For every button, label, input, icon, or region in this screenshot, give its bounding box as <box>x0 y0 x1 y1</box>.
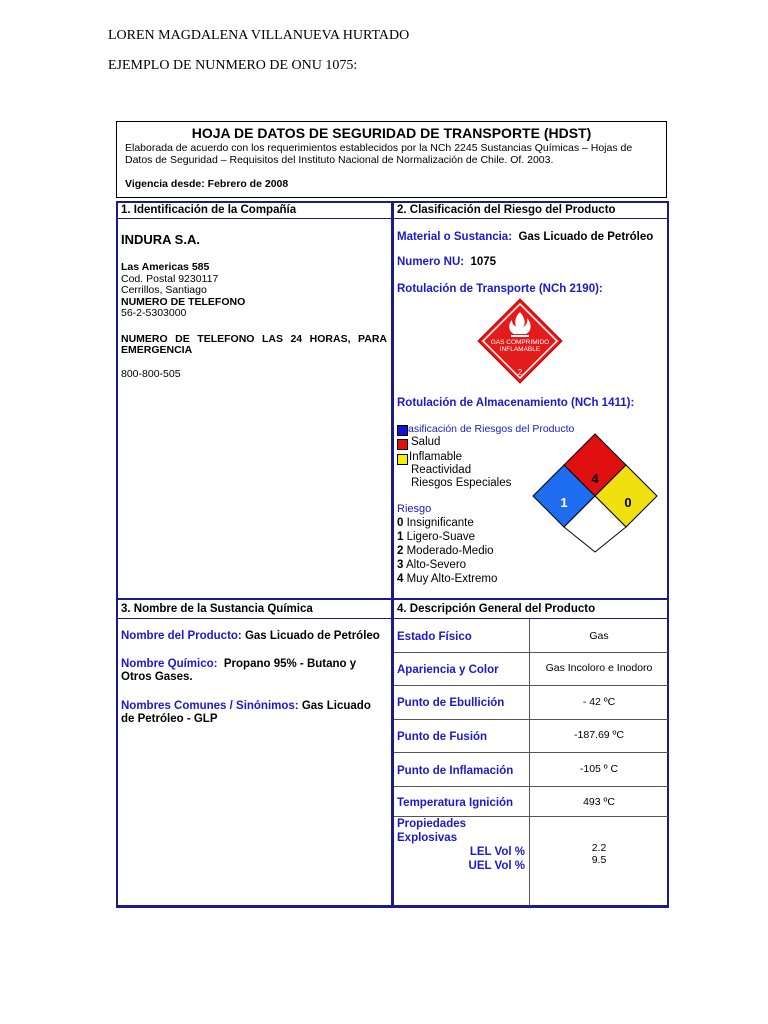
nfpa-reactivity-value: 0 <box>624 495 632 510</box>
address-line-3: Cerrillos, Santiago <box>121 284 207 296</box>
legend-inflamable: Inflamable <box>409 451 463 463</box>
legend-salud: Salud <box>411 436 441 448</box>
inflamacion-label: Punto de Inflamación <box>397 765 514 777</box>
section-1-heading: 1. Identificación de la Compañía <box>121 204 297 216</box>
emergency-label-2: EMERGENCIA <box>121 344 193 356</box>
example-subtitle: EJEMPLO DE NUNMERO DE ONU 1075: <box>108 58 358 73</box>
author-name: LOREN MAGDALENA VILLANUEVA HURTADO <box>108 28 410 43</box>
product-name-row <box>121 630 380 642</box>
material-label: Material o Sustancia: <box>397 231 513 243</box>
explosivas-label-2: Explosivas <box>397 832 458 844</box>
document-title: HOJA DE DATOS DE SEGURIDAD DE TRANSPORTE (HDST) <box>191 125 592 141</box>
address-line-2: Cod. Postal 9230117 <box>121 273 219 285</box>
riesgo-item: 2 Moderado-Medio <box>397 545 494 557</box>
ignicion-value: 493 ºC <box>583 796 615 808</box>
common-names-value-2: de Petróleo - GLP <box>121 713 218 725</box>
estado-value: Gas <box>589 630 609 642</box>
intro-line-1: Elaborada de acuerdo con los requerimientos establecidos por la NCh 2245 Sustancias Químicas – Hojas de <box>125 142 633 154</box>
legend-title: asificación de Riesgos del Producto <box>408 423 575 435</box>
nfpa-flammability-value: 4 <box>591 471 599 486</box>
nu-row <box>397 256 496 268</box>
chemical-name-label: Nombre Químico: <box>121 658 218 670</box>
section-4-heading: 4. Descripción General del Producto <box>397 603 596 615</box>
flammable-gas-placard <box>477 298 563 384</box>
lel-label: LEL Vol % <box>469 846 525 858</box>
address-line-1: Las Americas 585 <box>121 261 210 273</box>
apariencia-label: Apariencia y Color <box>397 664 499 676</box>
emergency-phone: 800-800-505 <box>121 368 181 380</box>
ebullicion-value: - 42 ºC <box>582 696 616 708</box>
section-2-heading: 2. Clasificación del Riesgo del Producto <box>397 204 616 216</box>
placard-text-2: INFLAMABLE <box>499 346 541 353</box>
estado-label: Estado Físico <box>397 631 472 643</box>
placard-text-1: GAS COMPRIMIDO <box>490 339 550 346</box>
emergency-label-1: NUMERO DE TELEFONO LAS 24 HORAS, PARA <box>121 333 387 345</box>
legend-red-square <box>397 439 408 450</box>
common-names-value-1: Gas Licuado <box>301 700 371 712</box>
apariencia-value: Gas Incoloro e Inodoro <box>545 662 653 674</box>
riesgo-item: 3 Alto-Severo <box>397 559 467 571</box>
uel-label: UEL Vol % <box>468 860 525 872</box>
nfpa-health-value: 1 <box>560 495 568 510</box>
section-3-heading: 3. Nombre de la Sustancia Química <box>121 603 313 615</box>
storage-label: Rotulación de Almacenamiento (NCh 1411): <box>397 397 635 409</box>
product-name-label: Nombre del Producto: <box>121 630 242 642</box>
riesgo-item: 0 Insignificante <box>397 517 474 529</box>
legend-yellow-square <box>397 454 408 465</box>
nu-label: Numero NU: <box>397 256 465 268</box>
company-name: INDURA S.A. <box>121 232 200 247</box>
nu-value: 1075 <box>470 256 497 268</box>
riesgo-item: 1 Ligero-Suave <box>397 531 476 543</box>
transport-label: Rotulación de Transporte (NCh 2190): <box>397 283 603 295</box>
phone-number: 56-2-5303000 <box>121 307 187 319</box>
fusion-value: -187.69 ºC <box>574 729 624 741</box>
lel-value: 2.2 <box>591 842 607 854</box>
phone-label: NUMERO DE TELEFONO <box>121 296 246 308</box>
riesgo-title: Riesgo <box>397 503 432 515</box>
uel-value: 9.5 <box>591 854 607 866</box>
common-names-label: Nombres Comunes / Sinónimos: <box>121 700 299 712</box>
common-names-row <box>121 700 387 726</box>
legend-especiales: Riesgos Especiales <box>411 477 512 489</box>
placard-class-number: 2 <box>517 368 523 377</box>
explosivas-label-1: Propiedades <box>397 818 467 830</box>
ignicion-label: Temperatura Ignición <box>397 797 514 809</box>
legend-blue-square <box>397 425 408 436</box>
inflamacion-value: -105 º C <box>579 763 619 775</box>
product-name-value: Gas Licuado de Petróleo <box>244 630 380 642</box>
nfpa-diamond <box>529 432 661 554</box>
material-row <box>397 231 653 243</box>
material-value: Gas Licuado de Petróleo <box>518 231 654 243</box>
riesgo-item: 4 Muy Alto-Extremo <box>397 573 498 585</box>
fusion-label: Punto de Fusión <box>397 731 488 743</box>
chemical-name-value-1: Propano 95% - Butano y <box>223 658 357 670</box>
chemical-name-row <box>121 658 387 684</box>
chemical-name-value-2: Otros Gases. <box>121 671 193 683</box>
intro-line-2: Datos de Seguridad – Requisitos del Instituto Nacional de Normalización de Chile. Of. 2003. <box>125 154 554 166</box>
vigencia: Vigencia desde: Febrero de 2008 <box>125 178 289 190</box>
ebullicion-label: Punto de Ebullición <box>397 697 505 709</box>
legend-reactividad: Reactividad <box>411 464 472 476</box>
